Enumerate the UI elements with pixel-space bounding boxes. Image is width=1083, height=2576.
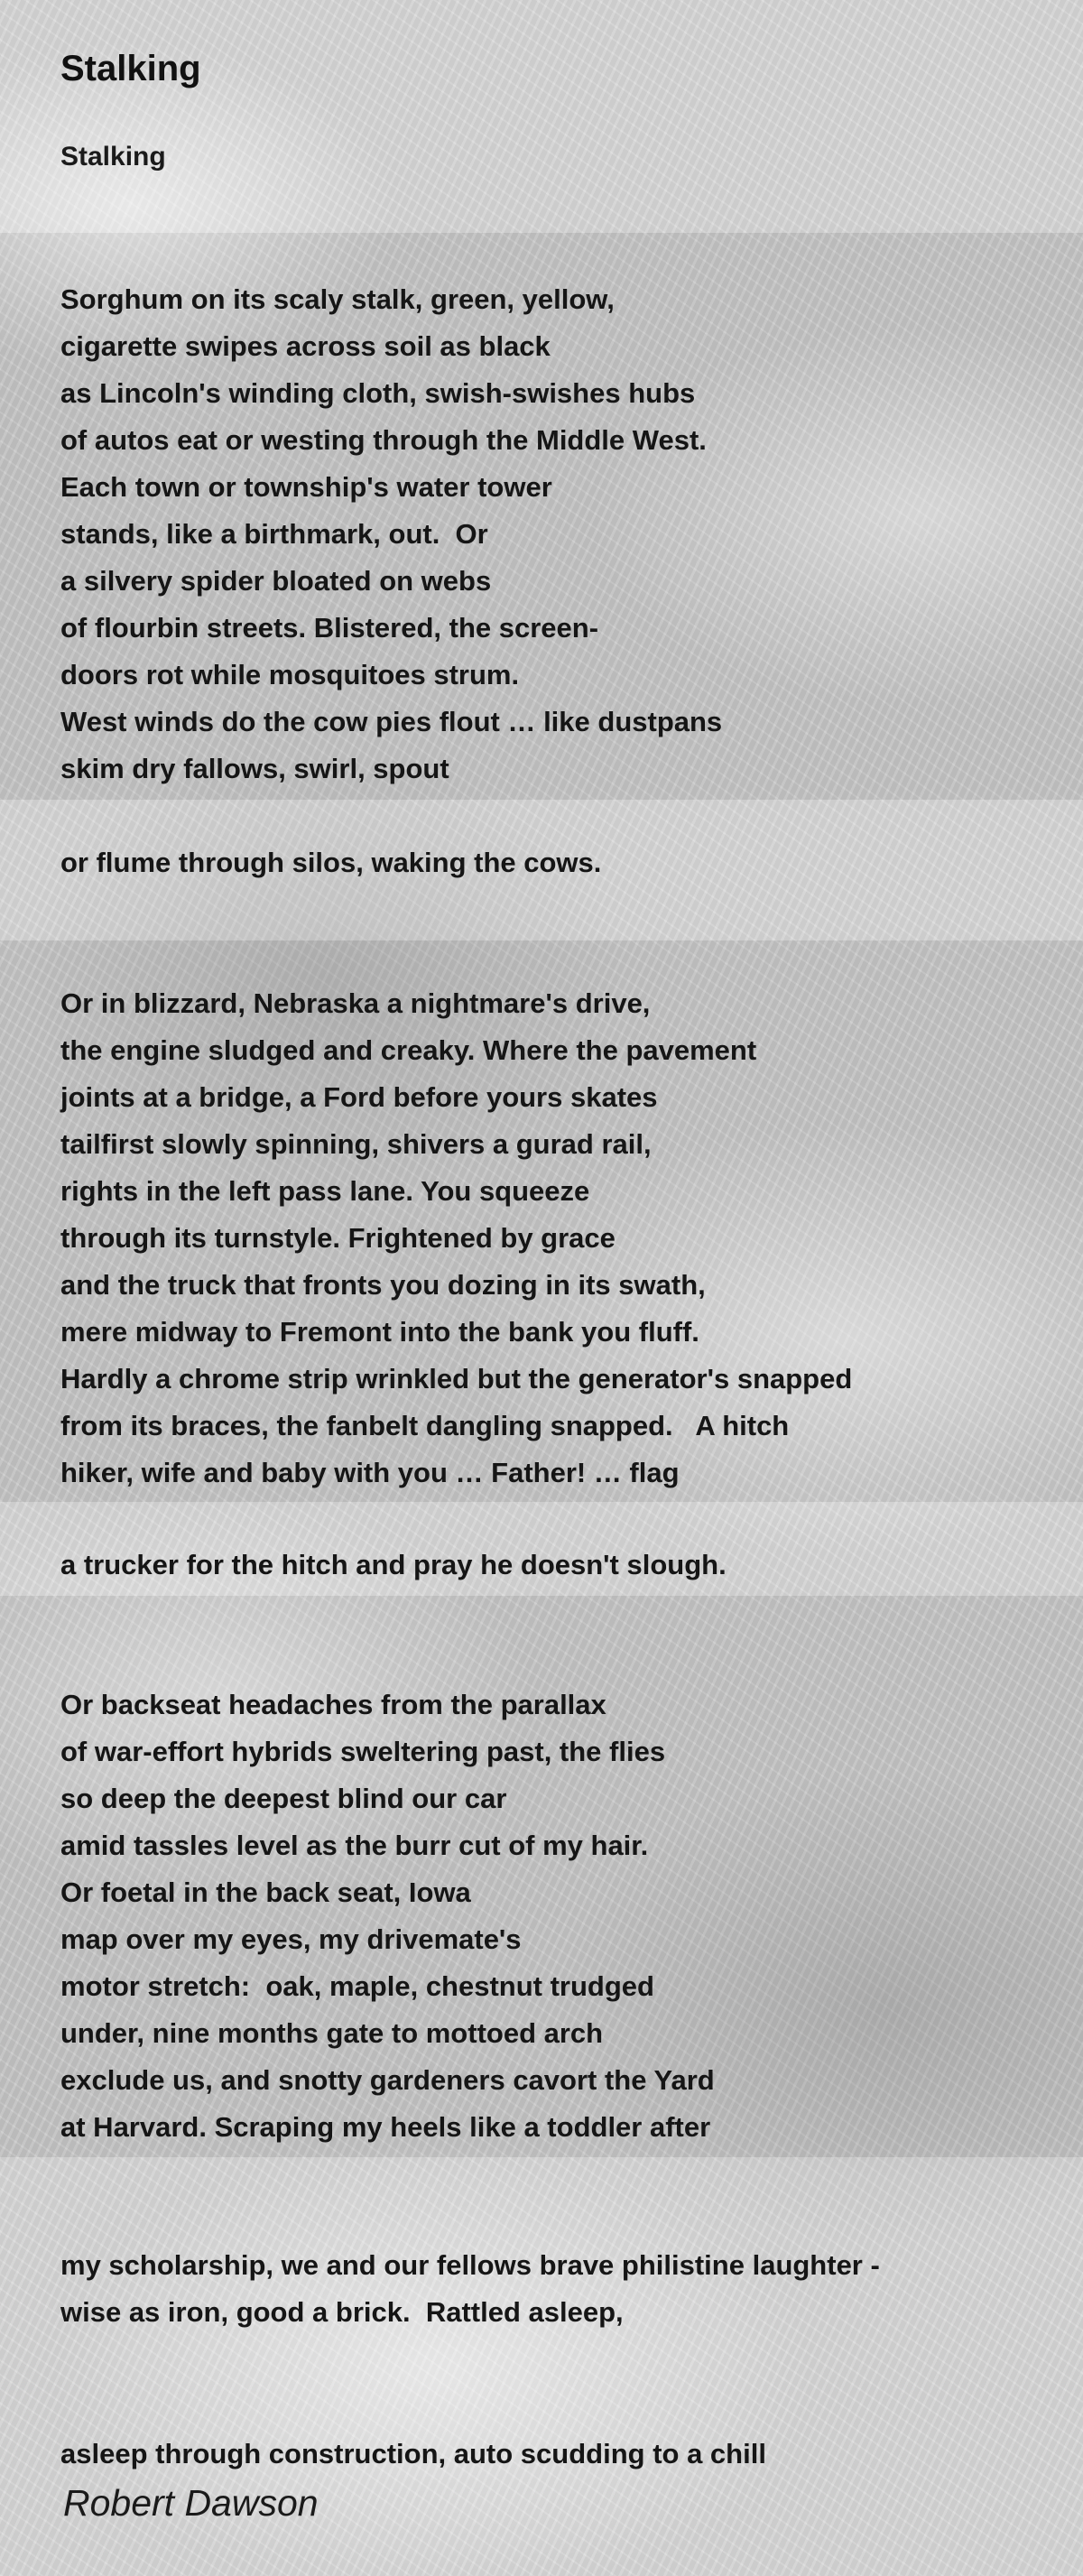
poem-line: motor stretch: oak, maple, chestnut trudged bbox=[60, 1970, 654, 2002]
stanza bbox=[60, 2431, 766, 2478]
stanza bbox=[60, 2242, 880, 2336]
stanza bbox=[60, 276, 722, 792]
poem-title: Stalking bbox=[60, 49, 201, 88]
poem-line: of war-effort hybrids sweltering past, the flies bbox=[60, 1736, 666, 1767]
poem-author: Robert Dawson bbox=[63, 2482, 319, 2524]
poem-line: amid tassles level as the burr cut of my hair. bbox=[60, 1830, 649, 1861]
poem-line: map over my eyes, my drivemate's bbox=[60, 1923, 522, 1955]
poem-line: cigarette swipes across soil as black bbox=[60, 330, 551, 362]
poem-line: Or backseat headaches from the parallax bbox=[60, 1689, 606, 1720]
poem-line: Each town or township's water tower bbox=[60, 471, 552, 503]
poem-line: asleep through construction, auto scudding to a chill bbox=[60, 2438, 766, 2469]
poem-line: Or foetal in the back seat, Iowa bbox=[60, 1876, 471, 1908]
poem-line: exclude us, and snotty gardeners cavort the Yard bbox=[60, 2064, 715, 2096]
poem-line: West winds do the cow pies flout … like dustpans bbox=[60, 706, 723, 737]
poem-line: mere midway to Fremont into the bank you fluff. bbox=[60, 1316, 699, 1348]
poem-line: and the truck that fronts you dozing in its swath, bbox=[60, 1269, 706, 1301]
poem-line: under, nine months gate to mottoed arch bbox=[60, 2017, 604, 2049]
poem-line: of autos eat or westing through the Middle West. bbox=[60, 424, 707, 456]
poem-line: a trucker for the hitch and pray he doesn't slough. bbox=[60, 1549, 727, 1580]
poem-line: a silvery spider bloated on webs bbox=[60, 565, 492, 597]
poem-line: or flume through silos, waking the cows. bbox=[60, 847, 602, 878]
poem-line: doors rot while mosquitoes strum. bbox=[60, 659, 520, 690]
stanza bbox=[60, 1542, 727, 1589]
poem-line: Sorghum on its scaly stalk, green, yellow, bbox=[60, 283, 615, 315]
poem-container bbox=[60, 43, 1035, 2469]
poem-line: as Lincoln's winding cloth, swish-swishes hubs bbox=[60, 377, 696, 409]
stanza bbox=[60, 1682, 715, 2151]
poem-line: through its turnstyle. Frightened by grace bbox=[60, 1222, 616, 1254]
stanza bbox=[60, 980, 852, 1496]
poem-line: my scholarship, we and our fellows brave philistine laughter - bbox=[60, 2249, 880, 2281]
poem-line: so deep the deepest blind our car bbox=[60, 1783, 507, 1814]
poem-line: joints at a bridge, a Ford before yours skates bbox=[60, 1081, 658, 1113]
poem-line: Hardly a chrome strip wrinkled but the generator's snapped bbox=[60, 1363, 853, 1395]
poem-line: hiker, wife and baby with you … Father! … flag bbox=[60, 1457, 680, 1488]
poem-line: at Harvard. Scraping my heels like a toddler after bbox=[60, 2111, 711, 2143]
poem-line: wise as iron, good a brick. Rattled asleep, bbox=[60, 2296, 624, 2328]
poem-line: the engine sludged and creaky. Where the pavement bbox=[60, 1034, 757, 1066]
poem-line: tailfirst slowly spinning, shivers a gurad rail, bbox=[60, 1128, 652, 1160]
poem-line: stands, like a birthmark, out. Or bbox=[60, 518, 488, 550]
poem-line: of flourbin streets. Blistered, the screen- bbox=[60, 612, 599, 644]
poem-line: skim dry fallows, swirl, spout bbox=[60, 753, 449, 784]
poem-line: Or in blizzard, Nebraska a nightmare's drive, bbox=[60, 987, 651, 1019]
poem-line: rights in the left pass lane. You squeeze bbox=[60, 1175, 590, 1207]
poem-subtitle: Stalking bbox=[60, 142, 166, 171]
poem-line: from its braces, the fanbelt dangling snapped. A hitch bbox=[60, 1410, 790, 1441]
background-band bbox=[0, 0, 1083, 233]
stanza bbox=[60, 839, 601, 886]
